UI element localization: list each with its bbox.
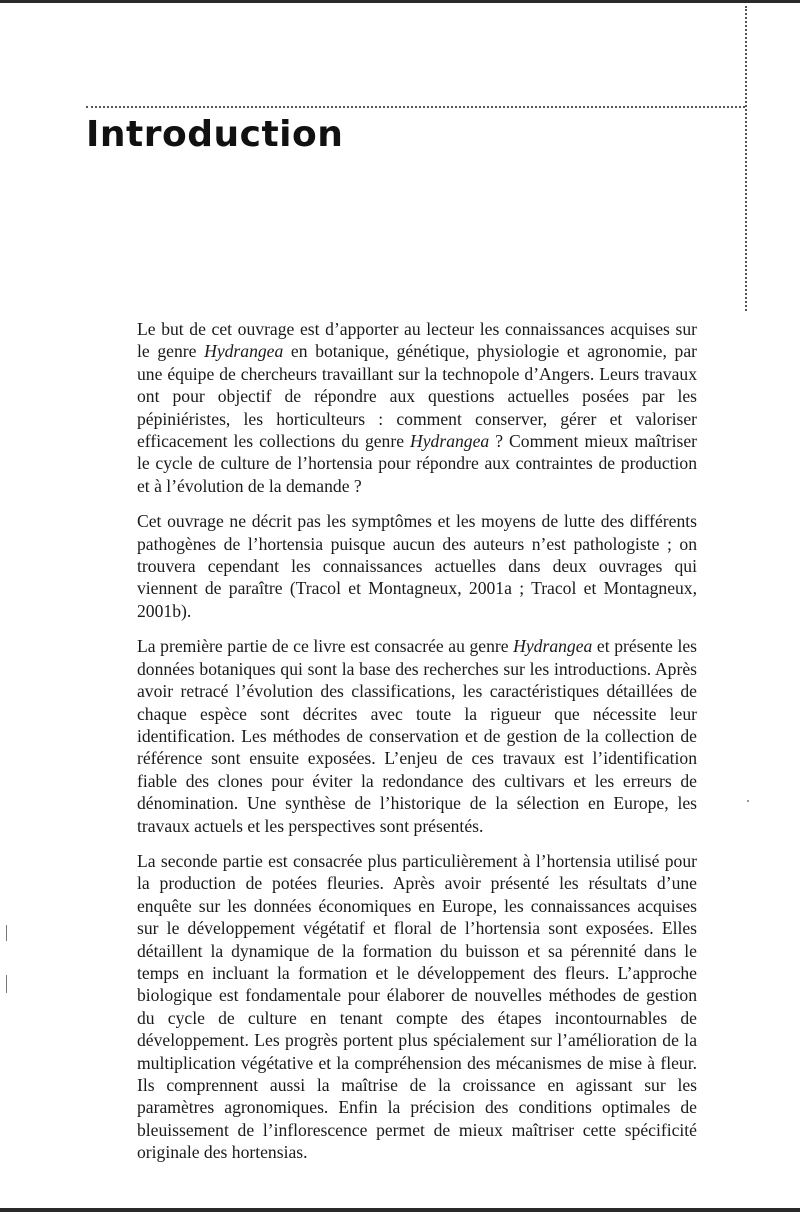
scan-margin-mark <box>6 925 7 941</box>
paragraph-1-genus-1: Hydrangea <box>204 341 284 362</box>
paragraph-1 <box>137 318 697 497</box>
paragraph-3 <box>137 635 697 837</box>
bottom-border-rule <box>0 1208 800 1212</box>
scan-margin-mark <box>6 975 7 993</box>
dotted-margin-line <box>745 6 747 311</box>
chapter-title: Introduction <box>86 114 344 155</box>
body-text <box>137 318 697 1177</box>
paragraph-1-part-1: Le but de cet ouvrage est d’apporter au lecteur les connaissances acquises sur le genre <box>137 319 697 362</box>
paragraph-1-part-3: ? Comment mieux maîtriser le cycle de culture de l’hortensia pour répondre aux contraintes de production et à l’évolution de la demande ? <box>137 431 697 496</box>
paragraph-4: La seconde partie est consacrée plus particulièrement à l’hortensia utilisé pour la production de potées fleuries. Après avoir présenté les résultats d’une enquête sur les données économiques en Europe, les connaissances acquises sur le développement végétatif et floral de l’hortensia sont exposées. Elles détaillent la dynamique de la formation du buisson et sa pérennité dans le temps en incluant la formation et le développement des fleurs. L’approche biologique est fondamentale pour élaborer de nouvelles méthodes de gestion du cycle de culture en tenant compte des étapes incontournables de développement. Les progrès portent plus spécialement sur l’amélioration de la multiplication végétative et la compréhension des mécanismes de mise à fleur. Ils comprennent aussi la maîtrise de la croissance en agissant sur les paramètres agronomiques. Enfin la précision des conditions optimales de bleuissement de l’inflorescence permet de mieux maîtriser cette spécificité originale des hortensias. <box>137 850 697 1163</box>
paragraph-2: Cet ouvrage ne décrit pas les symptômes et les moyens de lutte des différents pathogènes de l’hortensia puisque aucun des auteurs n’est pathologiste ; on trouvera cependant les connaissances actuelles dans deux ouvrages qui viennent de paraître (Tracol et Montagneux, 2001a ; Tracol et Montagneux, 2001b). <box>137 511 697 621</box>
scan-speck <box>747 800 749 802</box>
paragraph-1-part-2: en botanique, génétique, physiologie et agronomie, par une équipe de chercheurs travaillant sur la technopole d’Angers. Leurs travaux ont pour objectif de répondre aux questions actuelles posées par les pépiniéristes, les horticulteurs : comment conserver, gérer et valoriser efficacement les collections du genre <box>137 341 697 452</box>
paragraph-3-part-2: et présente les données botaniques qui sont la base des recherches sur les introductions. Après avoir retracé l’évolution des classifications, les caractéristiques détaillées de chaque espèce sont décrites avec toute la rigueur que nécessite leur identification. Les méthodes de conservation et de gestion de la collection de référence sont ensuite exposées. L’enjeu de ces travaux est l’identification fiable des clones pour éviter la redondance des cultivars et les erreurs de dénomination. Une synthèse de l’historique de la sélection en Europe, les travaux actuels et les perspectives sont présentés. <box>137 636 697 836</box>
top-border-rule <box>0 0 800 3</box>
paragraph-3-genus: Hydrangea <box>513 636 593 657</box>
paragraph-3-part-1: La première partie de ce livre est consacrée au genre <box>137 636 514 657</box>
paragraph-1-genus-2: Hydrangea <box>410 431 490 452</box>
heading-dotted-rule <box>86 106 745 108</box>
